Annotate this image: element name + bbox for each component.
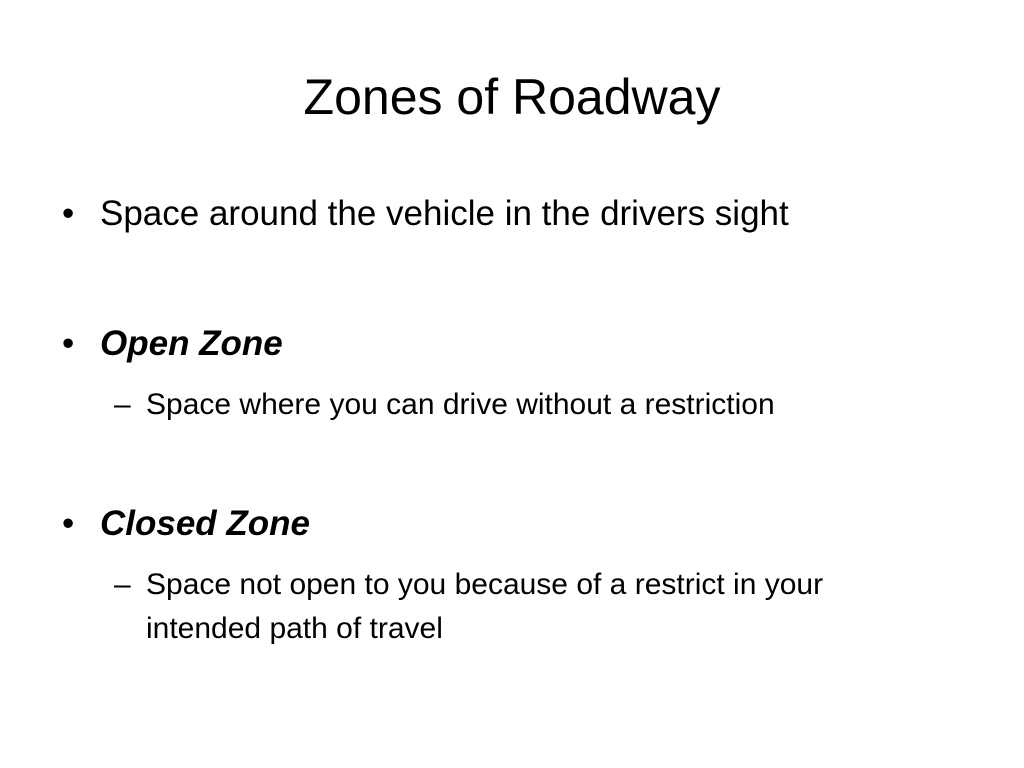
sub-bullet-text: Space where you can drive without a restriction (146, 388, 775, 421)
slide-title: Zones of Roadway (303, 69, 721, 125)
bullet-text: Space around the vehicle in the drivers sight (100, 194, 789, 233)
bullet-marker: • (62, 504, 75, 543)
bullet-heading-closed-zone: Closed Zone (100, 504, 311, 543)
sub-bullet-marker: – (114, 388, 131, 421)
sub-bullet-text: Space not open to you because of a restrict in your intended path of travel (146, 568, 824, 645)
bullet-marker: • (62, 194, 75, 233)
sub-bullet-marker: – (114, 568, 131, 601)
bullet-marker: • (62, 324, 75, 363)
bullet-heading-open-zone: Open Zone (100, 324, 283, 363)
